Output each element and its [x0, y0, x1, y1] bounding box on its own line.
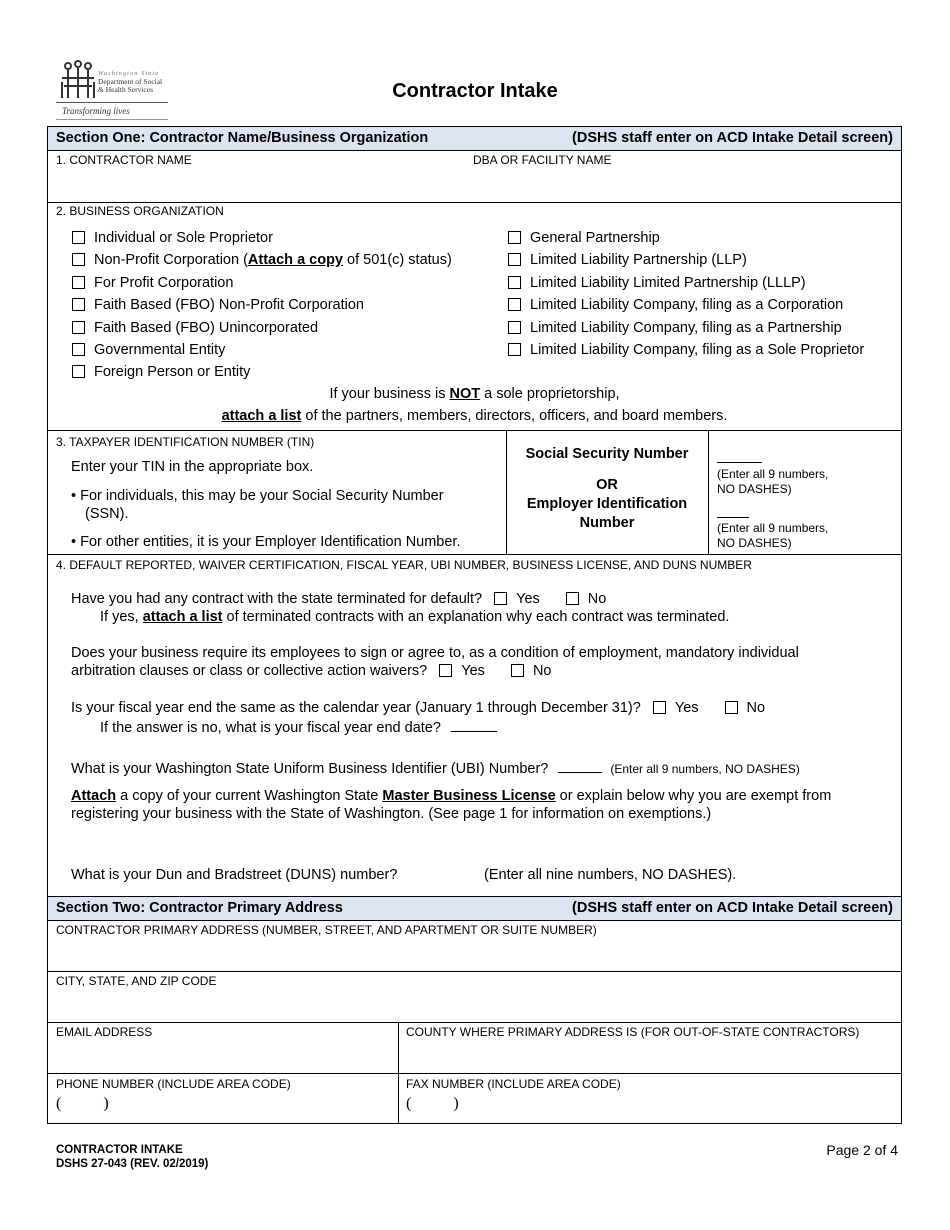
org-option-lllp[interactable]: Limited Liability Limited Partnership (LLLP) — [508, 275, 806, 291]
address-label: CONTRACTOR PRIMARY ADDRESS (NUMBER, STREET, AND APARTMENT OR SUITE NUMBER) — [56, 923, 597, 937]
city-state-zip-label: CITY, STATE, AND ZIP CODE — [56, 974, 217, 988]
business-org-label: 2. BUSINESS ORGANIZATION — [56, 204, 224, 218]
org-option-llc-sole[interactable]: Limited Liability Company, filing as a Sole Proprietor — [508, 342, 864, 358]
footer-form-name: CONTRACTOR INTAKE — [56, 1144, 183, 1156]
fiscal-end-date-input[interactable] — [451, 731, 497, 732]
address-field[interactable] — [48, 938, 901, 970]
fax-label: FAX NUMBER (INCLUDE AREA CODE) — [406, 1077, 621, 1091]
attach-list-note: attach a list of the partners, members, directors, officers, and board members. — [221, 408, 728, 424]
org-option-general-partnership[interactable]: General Partnership — [508, 230, 660, 246]
checkbox[interactable] — [72, 343, 85, 356]
org-option-foreign[interactable]: Foreign Person or Entity — [72, 364, 250, 380]
q-fiscal: Is your fiscal year end the same as the calendar year (January 1 through December 31)? Yes No — [71, 700, 766, 716]
default-no-checkbox[interactable] — [566, 592, 579, 605]
q-arbitration-2: arbitration clauses or class or collective action waivers? Yes No — [71, 663, 552, 679]
ubi-input[interactable] — [558, 772, 602, 773]
duns-note: (Enter all nine numbers, NO DASHES). — [484, 867, 737, 883]
tin-label: 3. TAXPAYER IDENTIFICATION NUMBER (TIN) — [56, 435, 315, 449]
intake-form — [47, 126, 902, 1124]
org-option-individual[interactable]: Individual or Sole Proprietor — [72, 230, 273, 246]
tin-bullet-ssn: • For individuals, this may be your Social Security Number — [71, 488, 444, 504]
section-one-header — [48, 127, 901, 151]
checkbox[interactable] — [72, 276, 85, 289]
checkbox[interactable] — [508, 321, 521, 334]
default-yes-checkbox[interactable] — [494, 592, 507, 605]
fax-field[interactable]: ( ) — [406, 1095, 459, 1112]
logo-tagline: Transforming lives — [62, 106, 130, 116]
q-duns: What is your Dun and Bradstreet (DUNS) number? — [71, 867, 398, 883]
org-option-forprofit[interactable]: For Profit Corporation — [72, 275, 233, 291]
footer-form-info — [56, 1143, 208, 1171]
ssn-hint-2: NO DASHES) — [717, 482, 792, 496]
phone-field[interactable]: ( ) — [56, 1095, 109, 1112]
org-option-fbo-nonprofit[interactable]: Faith Based (FBO) Non-Profit Corporation — [72, 297, 364, 313]
email-label: EMAIL ADDRESS — [56, 1025, 153, 1039]
logo-agency-1: Department of Social — [98, 77, 163, 86]
q-fiscal-2: If the answer is no, what is your fiscal year end date? — [100, 720, 497, 736]
ssn-label: Social Security Number — [525, 446, 689, 462]
org-option-governmental[interactable]: Governmental Entity — [72, 342, 225, 358]
county-field[interactable] — [400, 1040, 900, 1072]
checkbox[interactable] — [508, 343, 521, 356]
license-note-1: Attach a copy of your current Washington State Master Business License or explain below why you are exempt from — [71, 788, 832, 804]
contractor-name-field[interactable] — [48, 167, 468, 201]
email-field[interactable] — [48, 1040, 397, 1072]
checkbox[interactable] — [72, 365, 85, 378]
license-exemption-field[interactable] — [71, 827, 891, 861]
arbitration-yes-checkbox[interactable] — [439, 664, 452, 677]
section-two-title: Section Two: Contractor Primary Address — [56, 900, 343, 916]
fiscal-yes-checkbox[interactable] — [653, 701, 666, 714]
org-option-llc-partnership[interactable]: Limited Liability Company, filing as a Partnership — [508, 320, 842, 336]
q-ubi: What is your Washington State Uniform Business Identifier (UBI) Number? (Enter all 9 numbers, NO DASHES) — [71, 761, 800, 777]
section-two-header — [48, 897, 901, 921]
ssn-input[interactable] — [717, 462, 762, 463]
checkbox[interactable] — [72, 298, 85, 311]
logo-state: Washington State — [98, 70, 160, 77]
dba-label: DBA OR FACILITY NAME — [473, 153, 612, 167]
section-two-note: (DSHS staff enter on ACD Intake Detail screen) — [572, 900, 893, 916]
footer-page-number: Page 2 of 4 — [826, 1142, 898, 1158]
checkbox[interactable] — [508, 276, 521, 289]
checkbox[interactable] — [72, 253, 85, 266]
page-title: Contractor Intake — [392, 80, 558, 102]
default-label: 4. DEFAULT REPORTED, WAIVER CERTIFICATION, FISCAL YEAR, UBI NUMBER, BUSINESS LICENSE, AND DUNS NUMBER — [56, 558, 752, 572]
ein-label-2: Number — [579, 515, 635, 531]
ssn-hint-1: (Enter all 9 numbers, — [717, 467, 829, 481]
q-default: Have you had any contract with the state terminated for default? Yes No — [71, 591, 607, 607]
ein-label-1: Employer Identification — [526, 496, 688, 512]
checkbox[interactable] — [508, 253, 521, 266]
q-arbitration-1: Does your business require its employees to sign or agree to, as a condition of employment, mandatory individual — [71, 645, 799, 661]
tin-intro: Enter your TIN in the appropriate box. — [71, 459, 314, 475]
duns-input[interactable] — [428, 867, 478, 885]
phone-label: PHONE NUMBER (INCLUDE AREA CODE) — [56, 1077, 291, 1091]
logo-agency-2: & Health Services — [98, 85, 153, 94]
fiscal-no-checkbox[interactable] — [725, 701, 738, 714]
city-state-zip-field[interactable] — [48, 989, 901, 1021]
or-label: OR — [596, 477, 618, 493]
org-option-llc-corporation[interactable]: Limited Liability Company, filing as a Corporation — [508, 297, 843, 313]
org-option-fbo-unincorporated[interactable]: Faith Based (FBO) Unincorporated — [72, 320, 318, 336]
ein-hint-1: (Enter all 9 numbers, — [717, 521, 829, 535]
section-one-title: Section One: Contractor Name/Business Organization — [56, 130, 429, 146]
q-default-note: If yes, attach a list of terminated contracts with an explanation why each contract was terminated. — [100, 609, 730, 625]
footer-form-id: DSHS 27-043 (REV. 02/2019) — [56, 1158, 209, 1170]
checkbox[interactable] — [508, 231, 521, 244]
org-option-llp[interactable]: Limited Liability Partnership (LLP) — [508, 252, 747, 268]
ein-input[interactable] — [717, 517, 749, 518]
checkbox[interactable] — [72, 231, 85, 244]
arbitration-no-checkbox[interactable] — [511, 664, 524, 677]
checkbox[interactable] — [508, 298, 521, 311]
tin-bullet-ein: • For other entities, it is your Employer Identification Number. — [71, 534, 461, 550]
not-sole-note: If your business is NOT a sole proprietorship, — [329, 386, 620, 402]
section-one-note: (DSHS staff enter on ACD Intake Detail screen) — [572, 130, 893, 146]
contractor-name-label: 1. CONTRACTOR NAME — [56, 153, 192, 167]
license-note-2: registering your business with the State of Washington. (See page 1 for information on exemptions.) — [71, 806, 712, 822]
ein-hint-2: NO DASHES) — [717, 536, 792, 550]
county-label: COUNTY WHERE PRIMARY ADDRESS IS (FOR OUT-OF-STATE CONTRACTORS) — [406, 1025, 860, 1039]
org-option-nonprofit[interactable]: Non-Profit Corporation (Attach a copy of 501(c) status) — [72, 252, 452, 268]
tin-bullet-ssn-2: (SSN). — [85, 506, 129, 522]
checkbox[interactable] — [72, 321, 85, 334]
dba-field[interactable] — [473, 167, 898, 201]
